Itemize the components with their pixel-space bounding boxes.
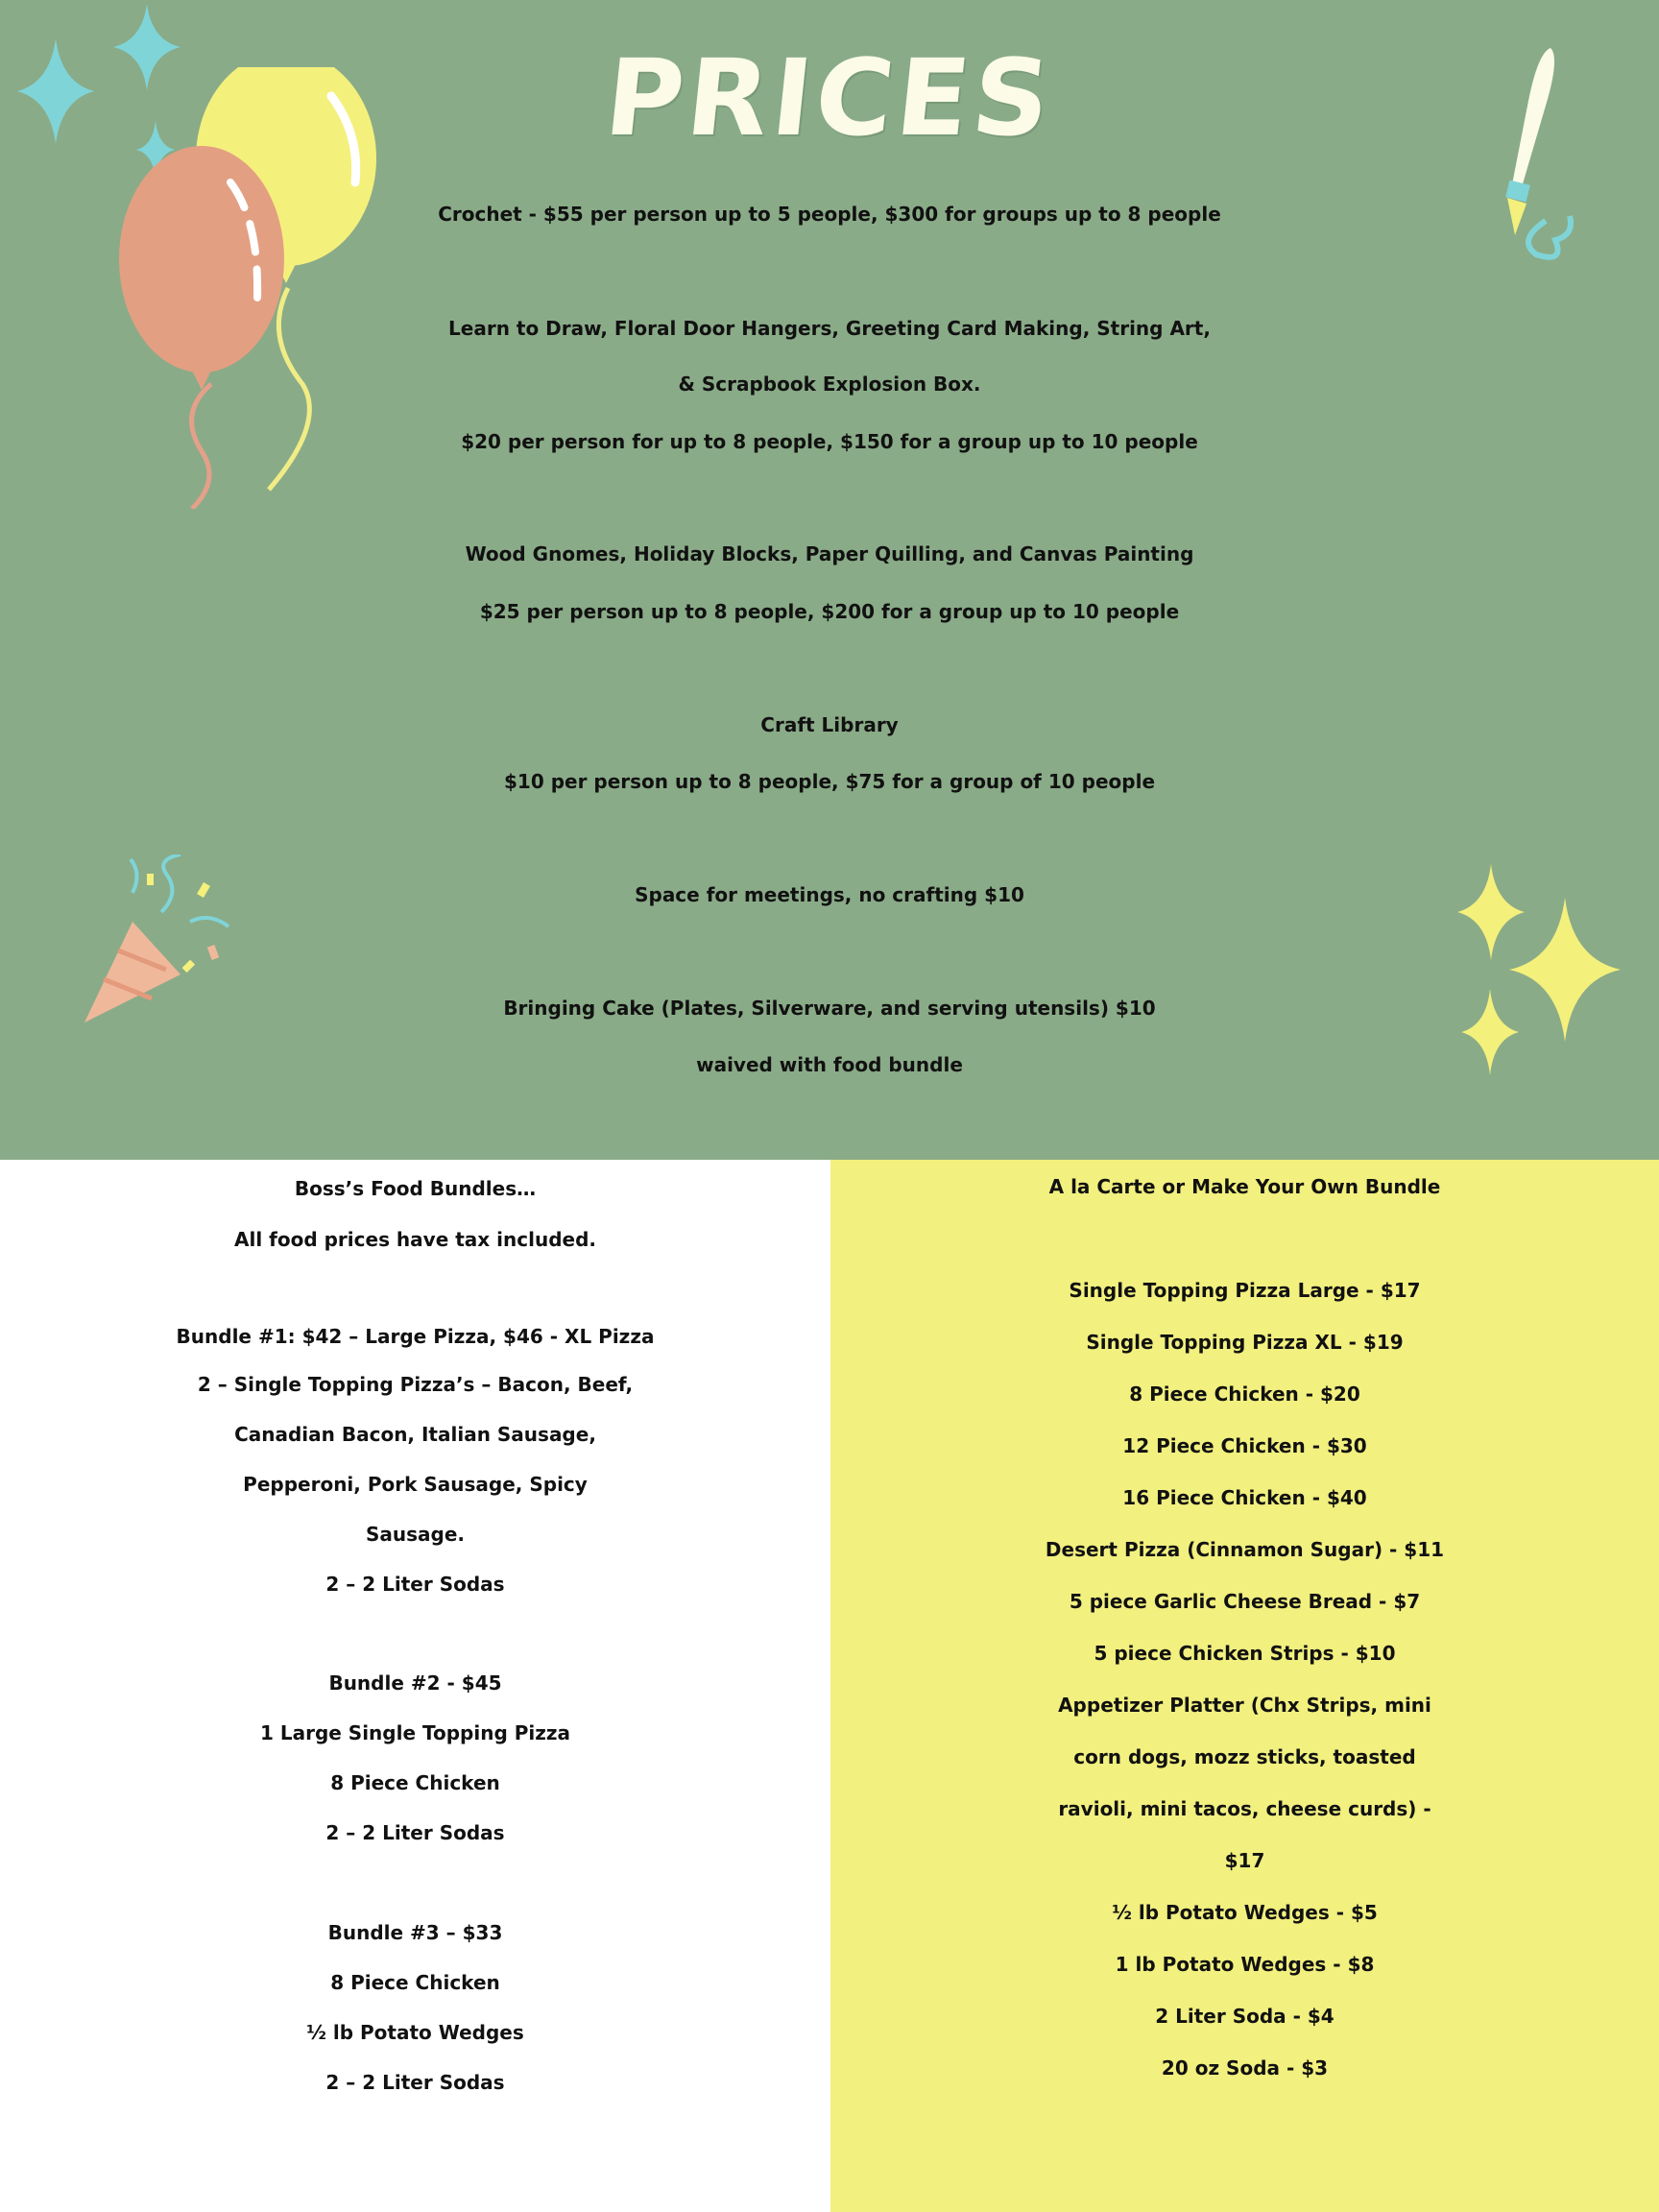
- bundle-line: 8 Piece Chicken: [330, 1971, 500, 1994]
- menu-item: 12 Piece Chicken - $30: [1122, 1434, 1367, 1457]
- price-line: $20 per person for up to 8 people, $150 for a group up to 10 people: [461, 430, 1198, 453]
- menu-item: Single Topping Pizza XL - $19: [1086, 1331, 1404, 1354]
- menu-item: corn dogs, mozz sticks, toasted: [1073, 1745, 1416, 1768]
- price-line: waived with food bundle: [696, 1053, 963, 1076]
- a-la-carte-heading: A la Carte or Make Your Own Bundle: [1048, 1175, 1441, 1198]
- price-line: Crochet - $55 per person up to 5 people, $300 for groups up to 8 people: [438, 203, 1221, 226]
- menu-item: 5 piece Garlic Cheese Bread - $7: [1069, 1590, 1421, 1613]
- price-line: Craft Library: [760, 713, 899, 736]
- price-line: Wood Gnomes, Holiday Blocks, Paper Quilling, and Canvas Painting: [465, 542, 1194, 565]
- bundle-line: 8 Piece Chicken: [330, 1771, 500, 1794]
- menu-item: 16 Piece Chicken - $40: [1122, 1486, 1367, 1509]
- bundle-line: 1 Large Single Topping Pizza: [259, 1721, 571, 1744]
- bundle-line: 2 – 2 Liter Sodas: [325, 1821, 505, 1844]
- a-la-carte-section: [830, 1160, 1659, 2212]
- bundle-line: 2 – 2 Liter Sodas: [325, 2071, 505, 2094]
- bundle-line: Pepperoni, Pork Sausage, Spicy: [243, 1473, 588, 1496]
- bundle-line: Bundle #1: $42 – Large Pizza, $46 - XL Pizza: [176, 1325, 655, 1348]
- bundle-line: Sausage.: [365, 1523, 466, 1546]
- price-line: Learn to Draw, Floral Door Hangers, Greeting Card Making, String Art,: [448, 317, 1211, 340]
- bundles-heading: Boss’s Food Bundles…: [294, 1177, 537, 1200]
- tax-note: All food prices have tax included.: [234, 1228, 596, 1251]
- bundle-line: 2 – 2 Liter Sodas: [325, 1573, 505, 1596]
- menu-item: ½ lb Potato Wedges - $5: [1112, 1901, 1378, 1924]
- price-line: Bringing Cake (Plates, Silverware, and serving utensils) $10: [503, 997, 1156, 1020]
- menu-item: ravioli, mini tacos, cheese curds) -: [1058, 1797, 1431, 1820]
- bundle-line: ½ lb Potato Wedges: [306, 2021, 524, 2044]
- price-line: $25 per person up to 8 people, $200 for a group up to 10 people: [479, 600, 1180, 623]
- price-line: Space for meetings, no crafting $10: [635, 883, 1024, 906]
- price-line: $10 per person up to 8 people, $75 for a group of 10 people: [503, 770, 1156, 793]
- bundle-line: Canadian Bacon, Italian Sausage,: [234, 1423, 596, 1446]
- menu-item: 20 oz Soda - $3: [1161, 2056, 1329, 2080]
- menu-item: 5 piece Chicken Strips - $10: [1094, 1642, 1396, 1665]
- menu-item: 1 lb Potato Wedges - $8: [1115, 1953, 1375, 1976]
- bundle-line: Bundle #3 – $33: [327, 1921, 503, 1944]
- menu-item: 8 Piece Chicken - $20: [1129, 1382, 1360, 1406]
- menu-item: Appetizer Platter (Chx Strips, mini: [1058, 1694, 1431, 1717]
- menu-item: Single Topping Pizza Large - $17: [1069, 1279, 1421, 1302]
- bundle-line: 2 – Single Topping Pizza’s – Bacon, Beef,: [197, 1373, 634, 1396]
- page-title: PRICES: [599, 36, 1060, 159]
- menu-item: $17: [1224, 1849, 1265, 1872]
- sparkle-icon: [1509, 898, 1621, 1042]
- price-line: & Scrapbook Explosion Box.: [678, 373, 981, 396]
- menu-item: Desert Pizza (Cinnamon Sugar) - $11: [1045, 1538, 1445, 1561]
- food-bundles-section: [0, 1160, 830, 2212]
- menu-item: 2 Liter Soda - $4: [1155, 2005, 1334, 2028]
- bundle-line: Bundle #2 - $45: [328, 1671, 502, 1695]
